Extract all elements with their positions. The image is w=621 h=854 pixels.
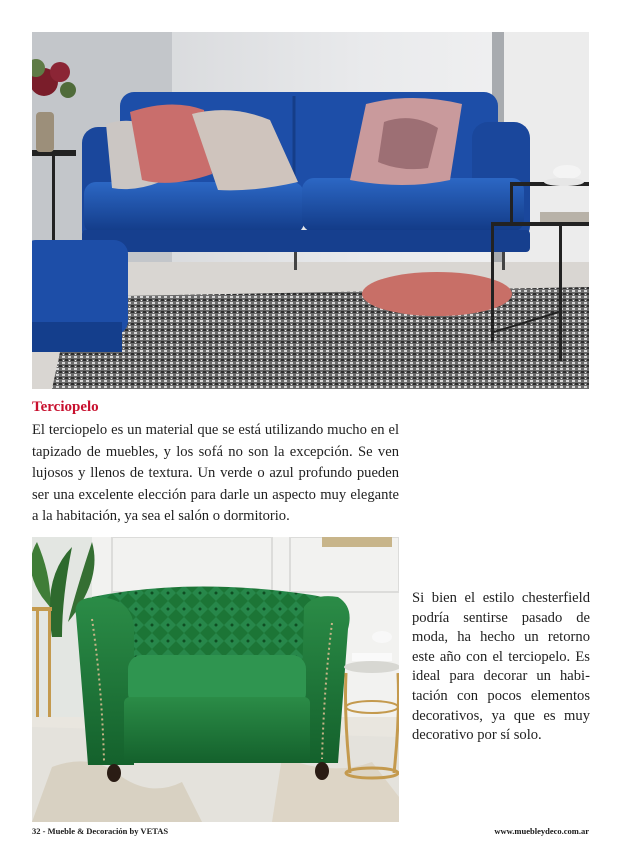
- side-body-text: Si bien el estilo chesterfield podría sentirse pasado de moda, ha hecho un retorno este año con el terciopelo. Es ideal para decorar un habitación con pocos elementos decorativos, ya que es muy decorativo por sí solo.: [412, 590, 590, 744]
- footer-website-link[interactable]: www.muebleydeco.com.ar: [494, 826, 589, 836]
- chair-illustration: [32, 537, 399, 822]
- green-chesterfield-chair-photo: [32, 537, 399, 822]
- sofa-illustration: [32, 32, 589, 389]
- section-body-text: El terciopelo es un material que se está utilizando mucho en el tapizado de muebles, y los sofá no son la excepción. Se ven lujosos y llenos de textura. Un verde o azul profundo pueden ser una excelente elección para darle un aspecto muy elegante a la habitación, ya sea el salón o dormitorio.: [32, 422, 399, 525]
- footer-page-label: 32 - Mueble & Decoración by VETAS: [32, 826, 169, 836]
- blue-velvet-sofa-photo: [32, 32, 589, 389]
- section-title: Terciopelo: [32, 399, 99, 415]
